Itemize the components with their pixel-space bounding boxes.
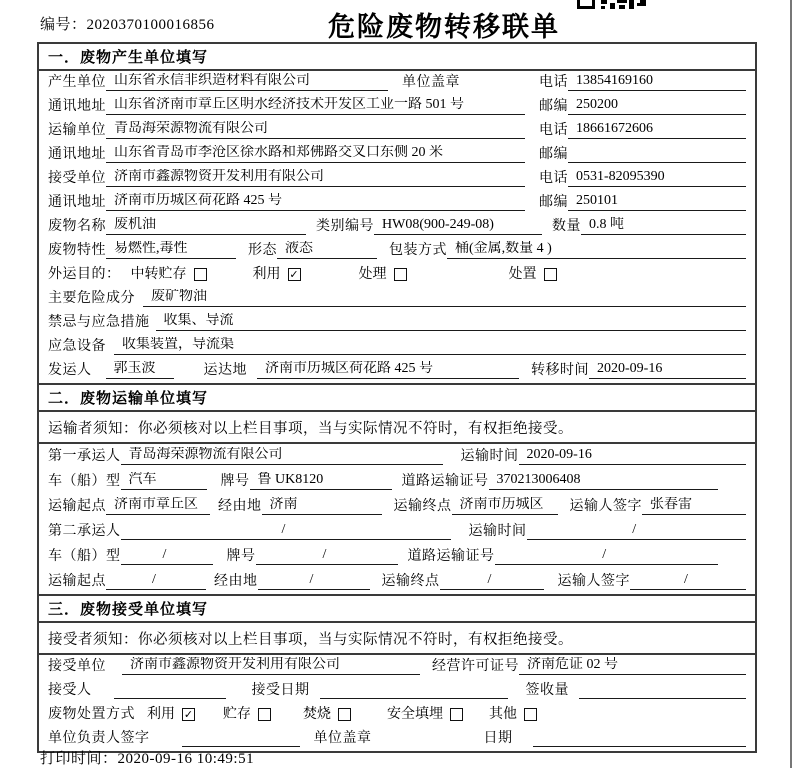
vehicle-type-row-1 [39,469,755,494]
transporter-notice: 运输者须知：你必须核对以上栏目事项，当与实际情况不符时，有权拒绝接受。 [39,412,755,444]
acceptor-row [39,679,755,703]
option-label: 焚烧 [303,707,331,722]
phone-label: 电话 [539,75,568,90]
transporter-row [39,119,755,143]
waste-name-value: 废机油 [106,217,306,235]
serial-value: 2020370100016856 [86,17,215,33]
consignor-label: 发运人 [48,363,92,378]
waste-character-row [39,239,755,263]
transfer-purpose-label: 外运目的： [48,267,121,282]
option-label: 贮存 [223,707,251,722]
option-label: 处置 [508,267,537,282]
option-label: 利用 [252,267,281,282]
producer-value: 山东省永信非织造材料有限公司 [106,73,388,91]
hazard-component-label: 主要危险成分 [48,291,135,306]
disposal-option-other [489,703,537,723]
zip-label: 邮编 [539,99,568,114]
option-label: 中转贮存 [130,267,187,282]
taboo-measures-value: 收集、导流 [156,313,747,331]
seal-label: 单位盖章 [402,75,460,90]
date-label: 日期 [483,731,513,746]
transfer-date-label: 转移时间 [531,363,589,378]
carrier-sign-value: / [630,572,746,590]
purpose-option-transit [131,263,207,283]
carrier-sign-value: 张春雷 [642,497,746,515]
accept-date-label: 接受日期 [251,683,310,698]
accept-date-value [320,697,508,699]
end-label: 运输终点 [393,499,452,514]
hazard-component-value: 废矿物油 [143,289,746,307]
purpose-option-utilize [253,263,301,283]
transporter-address-value: 山东省青岛市李沧区徐水路和郑佛路交叉口东侧 20 米 [106,145,525,163]
origin-label: 运输起点 [48,499,106,514]
producer-phone-value: 13854169160 [568,73,746,91]
checkbox-unchecked-icon [544,268,557,281]
accept-unit-label: 接受单位 [48,659,106,674]
destination-value: 济南市历城区荷花路 425 号 [257,361,519,379]
packing-value: 桶(金属,数量 4 ) [447,241,746,259]
first-carrier-label: 第一承运人 [48,449,121,464]
signed-quantity-label: 签收量 [525,683,569,698]
accept-unit-value: 济南市鑫源物资开发利用有限公司 [122,657,420,675]
vehicle-type-value: / [121,547,213,565]
option-label: 利用 [147,707,175,722]
waste-character-value: 易燃性,毒性 [106,241,236,259]
road-permit-value: 370213006408 [489,472,719,490]
license-label: 经营许可证号 [432,659,519,674]
emergency-equipment-label: 应急设备 [48,339,106,354]
transport-time-value: / [527,522,747,540]
hazard-component-row [39,287,755,311]
checkbox-unchecked-icon [338,708,351,721]
transporter-address-row [39,143,755,167]
checkbox-unchecked-icon [394,268,407,281]
second-carrier-label: 第二承运人 [48,524,121,539]
qr-code-fragment-icon [577,0,649,10]
disposal-option-utilize [147,703,195,723]
form-label: 形态 [248,243,277,258]
purpose-option-treat [359,263,407,283]
end-value: 济南市历城区 [452,497,558,515]
print-time-value: 2020-09-16 10:49:51 [117,751,255,767]
origin-label: 运输起点 [48,574,106,589]
consignor-row [39,359,755,383]
first-carrier-row [39,444,755,469]
waste-name-row [39,215,755,239]
producer-label: 产生单位 [48,75,106,90]
disposal-option-landfill [387,703,463,723]
receiver-address-value: 济南市历城区荷花路 425 号 [106,193,525,211]
emergency-equipment-row [39,335,755,359]
receiver-value: 济南市鑫源物资开发利用有限公司 [106,169,525,187]
phone-label: 电话 [539,171,568,186]
purpose-option-dispose [509,263,557,283]
disposal-option-incinerate [303,703,351,723]
vehicle-type-row-2 [39,544,755,569]
route-row-1 [39,494,755,519]
via-label: 经由地 [218,499,262,514]
quantity-value: 0.8 吨 [581,217,746,235]
vehicle-type-value: 汽车 [121,472,207,490]
license-value: 济南危证 02 号 [519,657,746,675]
receiver-label: 接受单位 [48,171,106,186]
option-label: 安全填埋 [387,707,443,722]
plate-value: 鲁 UK8120 [250,472,392,490]
via-value: / [258,572,370,590]
second-carrier-row [39,519,755,544]
manager-sign-label: 单位负责人签字 [48,731,150,746]
transporter-label: 运输单位 [48,123,106,138]
quantity-label: 数量 [552,219,581,234]
disposal-method-row [39,703,755,727]
receiver-phone-value: 0531-82095390 [568,169,746,187]
road-permit-label: 道路运输证号 [407,549,495,564]
road-permit-label: 道路运输证号 [401,474,489,489]
producer-row [39,71,755,95]
transfer-purpose-row [39,263,755,287]
print-time [40,747,254,768]
via-value: 济南 [262,497,382,515]
zip-label: 邮编 [539,195,568,210]
option-label: 处理 [358,267,387,282]
page-title: 危险废物转移联单 [328,12,560,42]
road-permit-value: / [495,547,719,565]
print-time-label: 打印时间： [40,751,118,767]
route-row-2 [39,569,755,594]
via-label: 经由地 [214,574,258,589]
producer-address-row [39,95,755,119]
section2-header: 二．废物运输单位填写 [39,383,755,412]
taboo-measures-row [39,311,755,335]
plate-label: 牌号 [226,549,256,564]
disposal-option-store [223,703,271,723]
transporter-zip-value [568,161,746,163]
consignor-value: 郭玉波 [106,361,174,379]
manifest-form-table [37,42,757,753]
end-label: 运输终点 [381,574,440,589]
carrier-sign-label: 运输人签字 [569,499,642,514]
disposal-method-label: 废物处置方式 [48,707,135,722]
waste-name-label: 废物名称 [48,219,106,234]
second-carrier-value: / [121,522,451,540]
plate-label: 牌号 [220,474,250,489]
address-label: 通讯地址 [48,99,106,114]
checkbox-unchecked-icon [450,708,463,721]
taboo-measures-label: 禁忌与应急措施 [48,315,150,330]
receiver-notice: 接受者须知：你必须核对以上栏目事项，当与实际情况不符时，有权拒绝接受。 [39,623,755,655]
first-carrier-value: 青岛海荣源物流有限公司 [121,447,443,465]
destination-label: 运达地 [203,363,247,378]
zip-label: 邮编 [539,147,568,162]
transport-time-label: 运输时间 [468,524,527,539]
checkbox-unchecked-icon [524,708,537,721]
checkbox-unchecked-icon [258,708,271,721]
address-label: 通讯地址 [48,195,106,210]
producer-address-value: 山东省济南市章丘区明水经济技术开发区工业一路 501 号 [106,97,525,115]
unit-seal-label: 单位盖章 [313,731,372,746]
section3-header: 三．废物接受单位填写 [39,594,755,623]
form-value: 液态 [277,241,377,259]
receiver-row [39,167,755,191]
checkbox-unchecked-icon [194,268,207,281]
receiver-zip-value: 250101 [568,193,746,211]
end-value: / [440,572,544,590]
vehicle-type-label: 车（船）型 [48,474,121,489]
accept-unit-row [39,655,755,679]
acceptor-value [114,697,226,699]
transporter-phone-value: 18661672606 [568,121,746,139]
option-label: 其他 [489,707,517,722]
origin-value: / [106,572,206,590]
acceptor-label: 接受人 [48,683,92,698]
section1-header: 一．废物产生单位填写 [39,44,755,71]
origin-value: 济南市章丘区 [106,497,210,515]
packing-label: 包装方式 [389,243,447,258]
transport-time-label: 运输时间 [460,449,519,464]
waste-character-label: 废物特性 [48,243,106,258]
receiver-address-row [39,191,755,215]
transporter-value: 青岛海荣源物流有限公司 [106,121,525,139]
producer-zip-value: 250200 [568,97,746,115]
transfer-date-value: 2020-09-16 [589,361,746,379]
category-value: HW08(900-249-08) [374,217,542,235]
document-header [0,0,796,42]
date-value [533,745,747,747]
plate-value: / [256,547,398,565]
carrier-sign-label: 运输人签字 [557,574,630,589]
category-label: 类别编号 [316,219,374,234]
address-label: 通讯地址 [48,147,106,162]
checkbox-checked-icon: ✓ [289,267,299,281]
emergency-equipment-value: 收集装置，导流渠 [114,337,746,355]
transport-time-value: 2020-09-16 [519,447,747,465]
serial-label: 编号： [40,17,87,33]
signed-quantity-value [579,697,746,699]
checkbox-checked-icon: ✓ [183,707,194,721]
phone-label: 电话 [539,123,568,138]
page-edge-line [790,0,792,768]
vehicle-type-label: 车（船）型 [48,549,121,564]
